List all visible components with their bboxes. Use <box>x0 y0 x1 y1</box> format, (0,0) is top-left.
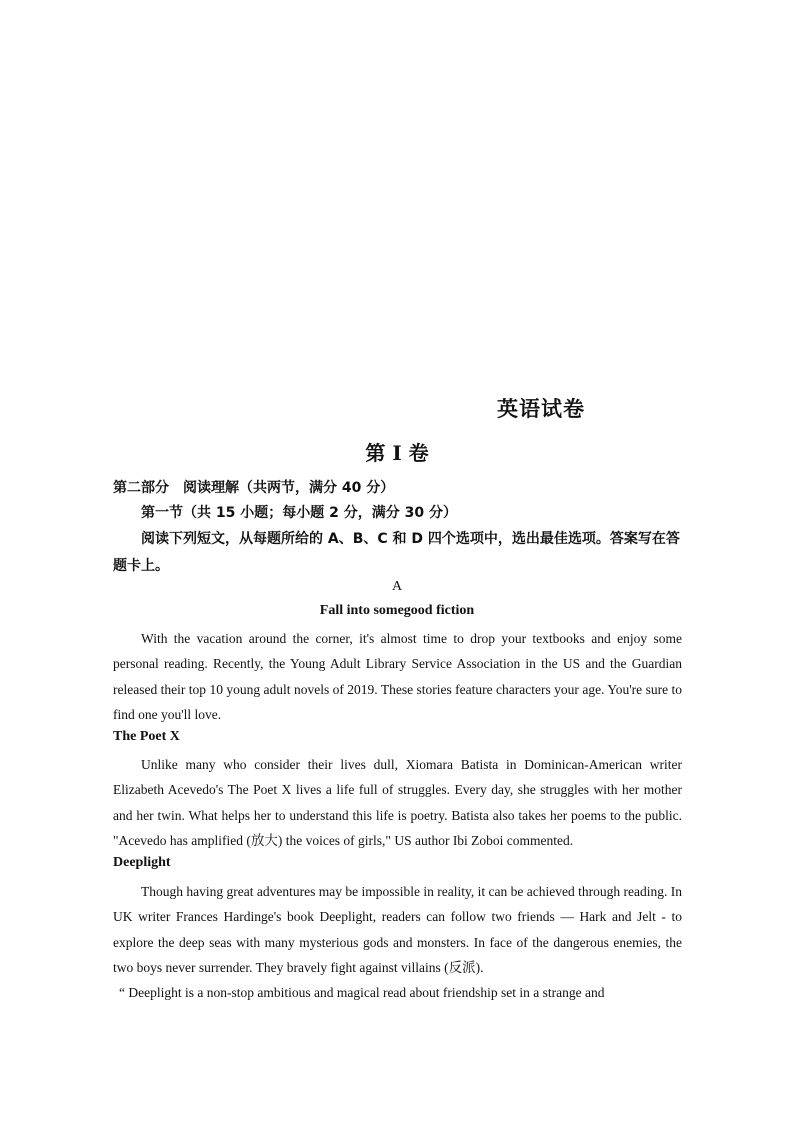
book-heading-deeplight: Deeplight <box>113 855 171 870</box>
directions-text: 阅读下列短文，从每题所给的 A、B、C 和 D 四个选项中，选出最佳选项。答案写在答题卡上。 <box>113 531 680 574</box>
passage-intro-paragraph: With the vacation around the corner, it's almost time to drop your textbooks and enjoy some personal reading. Recently, the Young Adult Library Service Association in the US and the Guardian released their top 10 young adult novels of 2019. These stories feature characters your age. You're sure to find one you'll love. <box>113 631 682 722</box>
part-heading: 第二部分 阅读理解（共两节，满分 40 分） <box>113 480 395 496</box>
passage-title: Fall into somegood fiction <box>319 603 475 618</box>
exam-title: 英语试卷 <box>497 396 585 421</box>
volume-title: 第 I 卷 <box>365 441 429 465</box>
book-paragraph-deeplight: Though having great adventures may be impossible in reality, it can be achieved through reading. In UK writer Frances Hardinge's book Deeplight, readers can follow two friends — Hark and Jelt - to explore the deep seas with many mysterious gods and monsters. In face of the dangerous enemies, the two boys never surrender. They bravely fight against villains (反派). <box>113 884 682 975</box>
book-heading-poet-x: The Poet X <box>113 729 180 744</box>
book-paragraph-poet-x: Unlike many who consider their lives dull, Xiomara Batista in Dominican-American writer Elizabeth Acevedo's The Poet X lives a life full of struggles. Every day, she struggles with her mother and her twin. What helps her to understand this life is poetry. Batista also takes her poems to the public. "Acevedo has amplified (放大) the voices of girls," US author Ibi Zoboi commented. <box>113 757 682 848</box>
section-heading: 第一节（共 15 小题；每小题 2 分，满分 30 分） <box>141 505 457 521</box>
book-quote-deeplight: “ Deeplight is a non-stop ambitious and magical read about friendship set in a strange and <box>119 985 605 1000</box>
passage-letter: A <box>391 579 403 594</box>
